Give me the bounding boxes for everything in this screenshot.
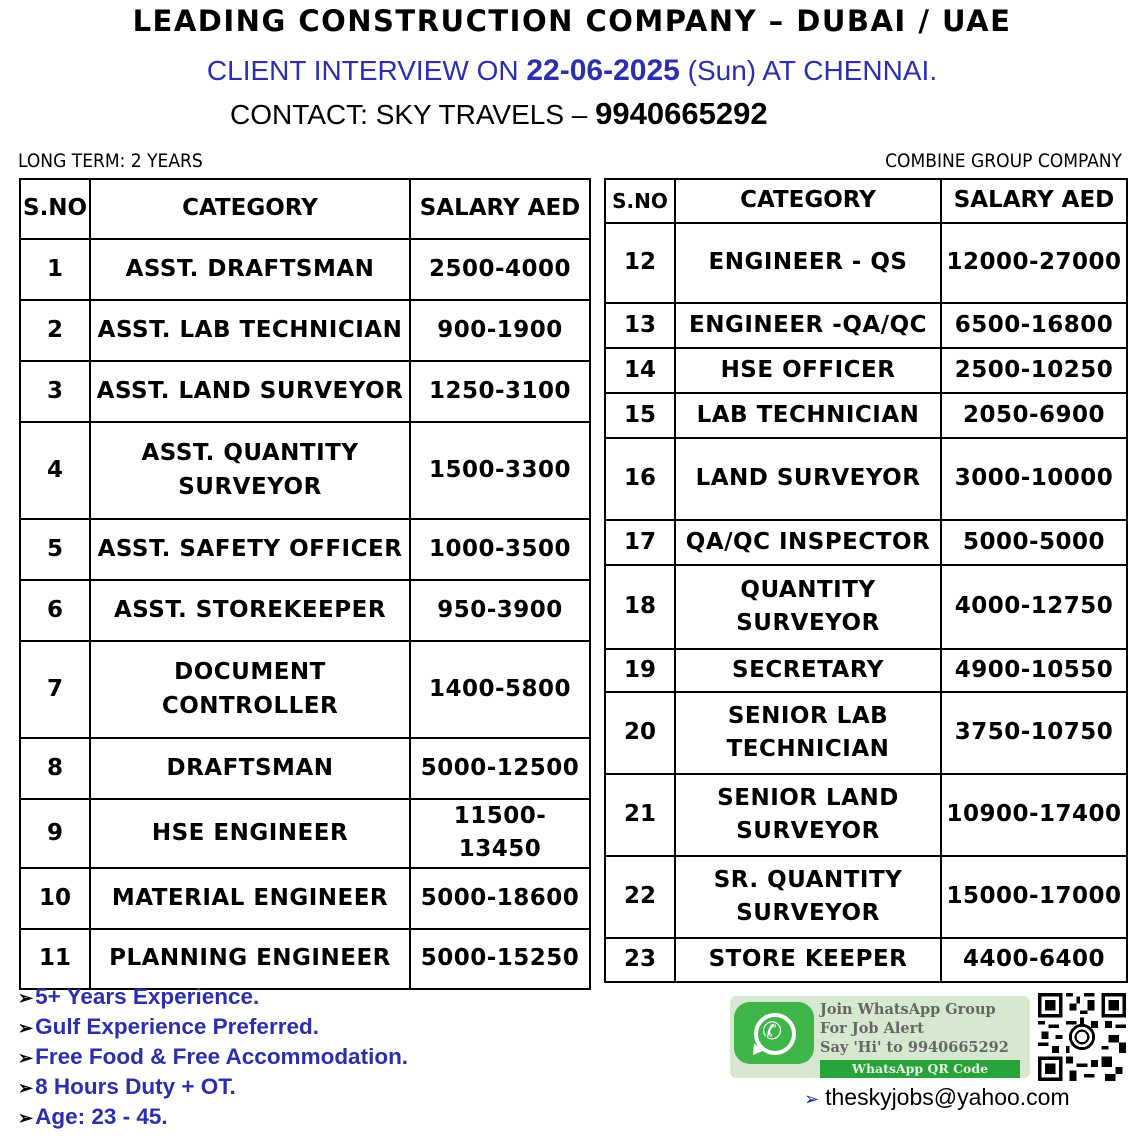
arrow-bullet-icon: ➢ [18, 1078, 34, 1098]
page-title: LEADING CONSTRUCTION COMPANY – DUBAI / UAE [132, 4, 1012, 38]
whatsapp-line-1: Join WhatsApp Group [820, 1001, 996, 1018]
cell-sno: 7 [20, 641, 90, 738]
table-row [605, 774, 1127, 856]
table-row [20, 799, 590, 868]
cell-salary: 5000-5000 [941, 520, 1127, 565]
right-jobs-table [604, 178, 1128, 983]
cell-salary: 11500-13450 [410, 799, 590, 868]
list-item-text: Gulf Experience Preferred. [35, 1014, 319, 1039]
table-row [605, 303, 1127, 348]
table-row [605, 520, 1127, 565]
list-item [18, 1014, 408, 1044]
cell-sno: 20 [605, 692, 675, 774]
column-header-sno: S.NO [605, 179, 675, 223]
cell-category: ASST. SAFETY OFFICER [90, 519, 410, 580]
interview-line [0, 54, 1144, 88]
list-item-text: 5+ Years Experience. [35, 984, 260, 1009]
cell-salary: 4900-10550 [941, 649, 1127, 692]
interview-date: 22-06-2025 [526, 54, 680, 87]
whatsapp-qr-label: WhatsApp QR Code [820, 1060, 1020, 1078]
arrow-bullet-icon: ➢ [804, 1089, 820, 1109]
table-row [20, 239, 590, 300]
table-row [605, 692, 1127, 774]
cell-sno: 3 [20, 361, 90, 422]
table-row [20, 580, 590, 641]
column-header-category: CATEGORY [675, 179, 941, 223]
cell-category: ASST. LAND SURVEYOR [90, 361, 410, 422]
cell-sno: 21 [605, 774, 675, 856]
cell-salary: 15000-17000 [941, 856, 1127, 938]
cell-sno: 15 [605, 393, 675, 438]
cell-category: ASST. QUANTITY SURVEYOR [90, 422, 410, 519]
table-row [605, 649, 1127, 692]
cell-category: HSE ENGINEER [90, 799, 410, 868]
table-row [605, 938, 1127, 982]
whatsapp-banner[interactable] [730, 996, 1030, 1078]
cell-category: LAB TECHNICIAN [675, 393, 941, 438]
cell-category: SENIOR LAB TECHNICIAN [675, 692, 941, 774]
cell-sno: 9 [20, 799, 90, 868]
table-row [20, 868, 590, 929]
interview-prefix: CLIENT INTERVIEW ON [206, 55, 527, 86]
cell-category: PLANNING ENGINEER [90, 929, 410, 989]
table-header-row [605, 179, 1127, 223]
cell-salary: 2500-10250 [941, 348, 1127, 393]
arrow-bullet-icon: ➢ [18, 988, 34, 1008]
arrow-bullet-icon: ➢ [18, 1018, 34, 1038]
column-header-sno: S.NO [20, 179, 90, 239]
table-row [20, 738, 590, 799]
table-row [605, 223, 1127, 303]
cell-sno: 16 [605, 438, 675, 520]
cell-sno: 22 [605, 856, 675, 938]
cell-category: ASST. LAB TECHNICIAN [90, 300, 410, 361]
cell-salary: 1400-5800 [410, 641, 590, 738]
cell-sno: 6 [20, 580, 90, 641]
cell-category: SECRETARY [675, 649, 941, 692]
table-row [20, 361, 590, 422]
contact-line [230, 96, 768, 132]
cell-category: QUANTITY SURVEYOR [675, 565, 941, 649]
column-header-category: CATEGORY [90, 179, 410, 239]
cell-salary: 5000-18600 [410, 868, 590, 929]
left-caption: LONG TERM: 2 YEARS [18, 150, 203, 172]
list-item [18, 1104, 408, 1134]
benefits-list [18, 984, 408, 1134]
cell-category: ASST. DRAFTSMAN [90, 239, 410, 300]
cell-salary: 2050-6900 [941, 393, 1127, 438]
table-row [20, 641, 590, 738]
cell-sno: 8 [20, 738, 90, 799]
cell-salary: 3000-10000 [941, 438, 1127, 520]
table-header-row [20, 179, 590, 239]
cell-sno: 4 [20, 422, 90, 519]
arrow-bullet-icon: ➢ [18, 1108, 34, 1128]
cell-category: DRAFTSMAN [90, 738, 410, 799]
cell-salary: 10900-17400 [941, 774, 1127, 856]
cell-sno: 10 [20, 868, 90, 929]
cell-salary: 5000-15250 [410, 929, 590, 989]
cell-sno: 19 [605, 649, 675, 692]
contact-prefix: CONTACT: SKY TRAVELS – [230, 99, 596, 130]
list-item [18, 984, 408, 1014]
cell-sno: 13 [605, 303, 675, 348]
list-item [18, 1044, 408, 1074]
cell-category: SR. QUANTITY SURVEYOR [675, 856, 941, 938]
list-item-text: Age: 23 - 45. [35, 1104, 168, 1129]
table-row [20, 300, 590, 361]
list-item [18, 1074, 408, 1104]
cell-salary: 5000-12500 [410, 738, 590, 799]
whatsapp-text [820, 1000, 1009, 1057]
cell-category: LAND SURVEYOR [675, 438, 941, 520]
cell-sno: 23 [605, 938, 675, 982]
cell-sno: 12 [605, 223, 675, 303]
cell-salary: 2500-4000 [410, 239, 590, 300]
cell-salary: 3750-10750 [941, 692, 1127, 774]
cell-salary: 950-3900 [410, 580, 590, 641]
whatsapp-icon: ✆ [734, 1002, 814, 1064]
cell-salary: 900-1900 [410, 300, 590, 361]
left-jobs-table [19, 178, 591, 990]
cell-category: ENGINEER -QA/QC [675, 303, 941, 348]
cell-category: STORE KEEPER [675, 938, 941, 982]
whatsapp-line-2: For Job Alert [820, 1020, 924, 1037]
cell-salary: 12000-27000 [941, 223, 1127, 303]
cell-sno: 2 [20, 300, 90, 361]
contact-email[interactable] [804, 1084, 1070, 1111]
list-item-text: 8 Hours Duty + OT. [35, 1074, 236, 1099]
column-header-salary: SALARY AED [941, 179, 1127, 223]
cell-category: QA/QC INSPECTOR [675, 520, 941, 565]
cell-sno: 5 [20, 519, 90, 580]
cell-salary: 1500-3300 [410, 422, 590, 519]
cell-sno: 1 [20, 239, 90, 300]
table-row [605, 856, 1127, 938]
list-item-text: Free Food & Free Accommodation. [35, 1044, 409, 1069]
cell-category: SENIOR LAND SURVEYOR [675, 774, 941, 856]
cell-salary: 4000-12750 [941, 565, 1127, 649]
table-row [20, 929, 590, 989]
email-text: theskyjobs@yahoo.com [825, 1084, 1070, 1110]
cell-sno: 18 [605, 565, 675, 649]
cell-category: MATERIAL ENGINEER [90, 868, 410, 929]
cell-salary: 1250-3100 [410, 361, 590, 422]
contact-phone: 9940665292 [595, 96, 768, 131]
table-row [605, 438, 1127, 520]
cell-category: ASST. STOREKEEPER [90, 580, 410, 641]
arrow-bullet-icon: ➢ [18, 1048, 34, 1068]
column-header-salary: SALARY AED [410, 179, 590, 239]
table-row [605, 393, 1127, 438]
cell-sno: 14 [605, 348, 675, 393]
table-row [20, 519, 590, 580]
table-row [20, 422, 590, 519]
cell-sno: 11 [20, 929, 90, 989]
cell-category: HSE OFFICER [675, 348, 941, 393]
cell-salary: 6500-16800 [941, 303, 1127, 348]
table-row [605, 348, 1127, 393]
cell-sno: 17 [605, 520, 675, 565]
cell-salary: 1000-3500 [410, 519, 590, 580]
whatsapp-line-3: Say 'Hi' to 9940665292 [820, 1039, 1009, 1056]
qr-code-icon[interactable] [1038, 993, 1126, 1081]
cell-category: DOCUMENT CONTROLLER [90, 641, 410, 738]
interview-suffix: (Sun) AT CHENNAI. [679, 55, 938, 86]
right-caption: COMBINE GROUP COMPANY [885, 150, 1122, 172]
table-row [605, 565, 1127, 649]
cell-category: ENGINEER - QS [675, 223, 941, 303]
cell-salary: 4400-6400 [941, 938, 1127, 982]
